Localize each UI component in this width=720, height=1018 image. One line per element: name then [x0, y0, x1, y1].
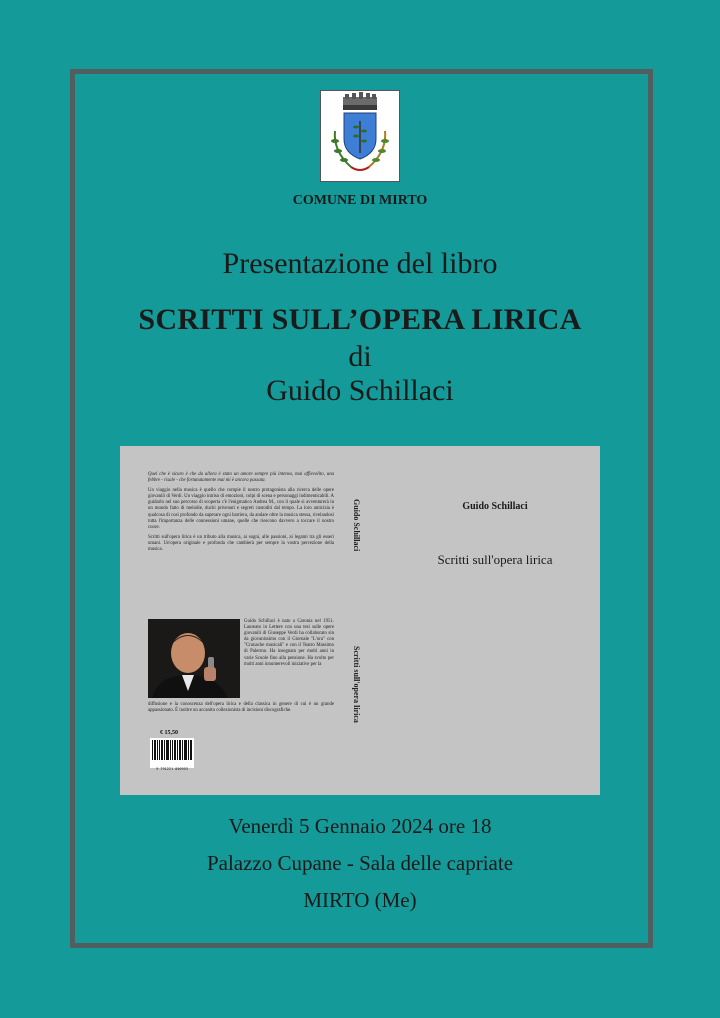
event-venue: Palazzo Cupane - Sala delle capriate	[206, 851, 514, 875]
by-label: di	[348, 340, 372, 373]
back-cover-quote: Quel che è sicuro è che da allora è stato un amore sempre più intenso, mai affievolito, una febbre - risale - che fortunatamente mai mi è ancora passata.	[148, 472, 334, 484]
presentation-heading: Presentazione del libro	[222, 247, 498, 280]
book-cover	[120, 446, 600, 795]
event-city: MIRTO (Me)	[303, 888, 417, 912]
crest-icon	[321, 91, 399, 181]
municipality-crest	[320, 90, 400, 182]
event-date: Venerdì 5 Gennaio 2024 ore 18	[228, 814, 492, 838]
front-cover-author: Guido Schillaci	[462, 501, 528, 512]
author-bio-end: diffusione e la conoscenza dell'opera lirica e della classica in genere di cui è un grande appassionato. È inoltre un accanito collezionista di incisioni discografiche.	[148, 702, 334, 714]
author-photo	[148, 619, 240, 698]
back-cover-paragraph: Un viaggio nella musica è quello che compie il nostro protagonista alla ricerca delle opere giovanili di Verdi. Un viaggio intriso di emozioni, colpi di scena e personaggi indimenticabili. A guidarlo nel suo percorso di scoperta c'è l'enigmatico Andrea M., con il quale si avventurerà in un mondo fatto di melodie, duchi privenuti e segreti custoditi dal tempo. La loro amicizia è qualcosa di così profondo da superare ogni barriera, da andare oltre la musica stessa, rivelandosi tutta l'importanza delle connessioni umane, quelle che riescono davvero a toccare il nostro cuore.	[148, 488, 334, 530]
front-cover-title: Scritti sull'opera lirica	[437, 552, 553, 567]
price-label: € 15,50	[160, 730, 178, 736]
author-bio: Guido Schillaci è nato a Caronia nel 1951. Laureato in Lettere con una tesi sulle opere giovanili di Giuseppe Verdi ha collaborato sin da giovanissimo con il Giornale "L'ora" con "Cronache musicali" e con il Teatro Massimo di Palermo. Ha insegnato per molti anni in varie Scuole fino alla pensione. Ha svolto per molti anni innumerevoli iniziative per la	[244, 619, 334, 667]
back-cover-text	[148, 472, 334, 557]
barcode	[150, 738, 194, 771]
barcode-number: 9 791221 050993	[156, 767, 188, 771]
municipality-name: COMUNE DI MIRTO	[292, 193, 428, 208]
back-cover-paragraph: Scritti sull'opera lirica è un tributo alla musica, ai sogni, alle passioni, ai legami tra gli esseri umani. Un'opera originale e profonda che cambierà per sempre la vostra percezione della musica.	[148, 534, 334, 553]
author-name: Guido Schillaci	[266, 374, 454, 407]
spine-author: Guido Schillaci	[352, 499, 361, 552]
book-title: SCRITTI SULL’OPERA LIRICA	[138, 303, 582, 336]
spine-title: Scritti sull'opera lirica	[352, 646, 361, 723]
